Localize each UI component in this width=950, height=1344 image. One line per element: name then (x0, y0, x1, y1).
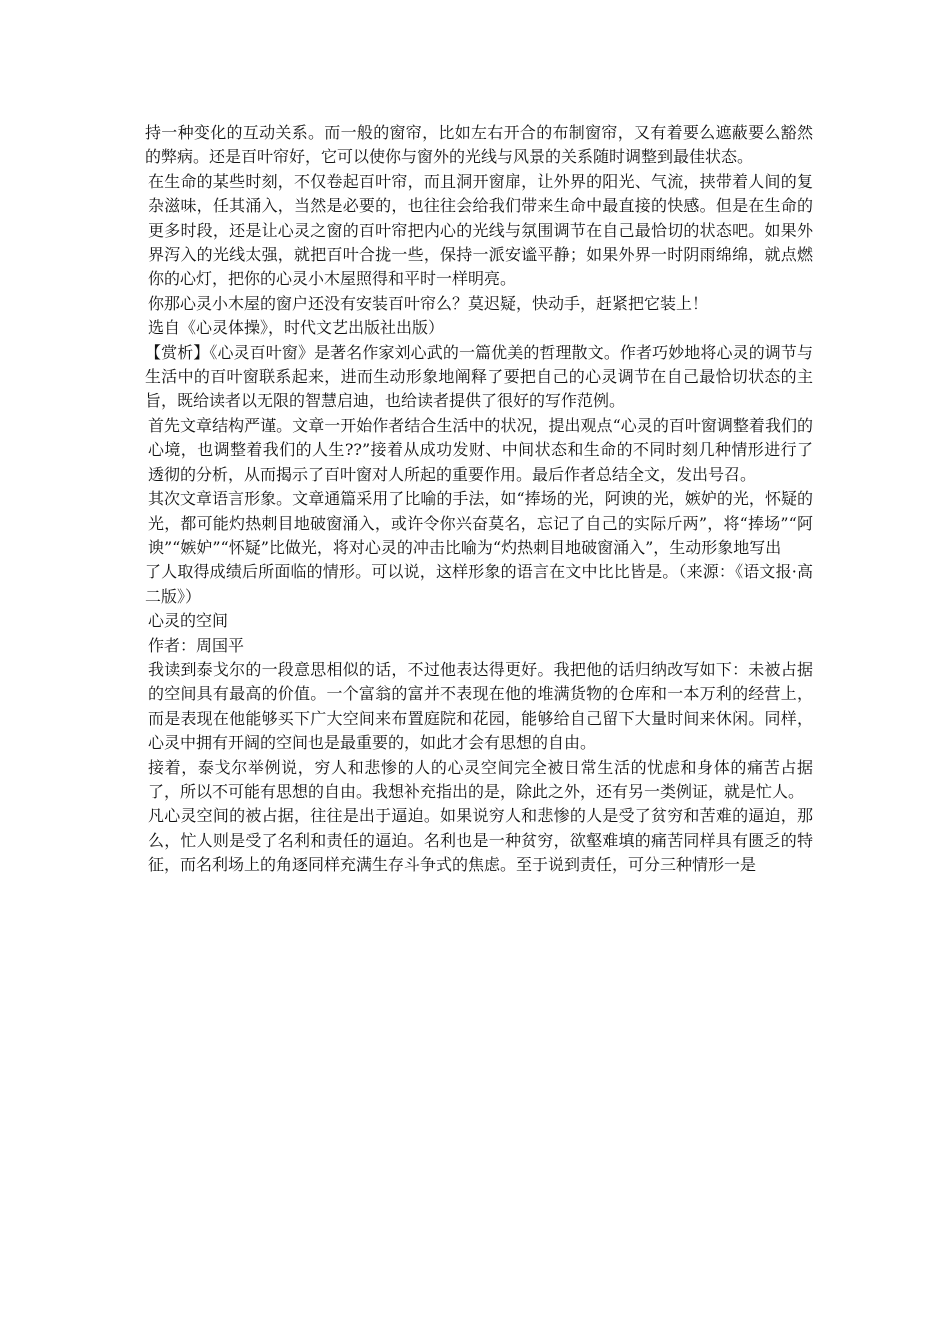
article-author: 作者：周国平 (148, 635, 245, 655)
paragraph-coercion: 凡心灵空间的被占据，往往是出于逼迫。如果说穷人和悲惨的人是受了贫穷和苦难的逼迫，那么，忙人则是受了名利和责任的逼迫。名利也是一种贫穷，欲壑难填的痛苦同样具有匮乏的特征，而名利场上的角逐同样充满生存斗争式的焦虑。至于说到责任，可分三种情形一是 (148, 806, 813, 875)
paragraph-structure: 首先文章结构严谨。文章一开始作者结合生活中的状况，提出观点“心灵的百叶窗调整着我们的心境，也调整着我们的人生??”接着从成功发财、中间状态和生命的不同时刻几种情形进行了透彻的分析，从而揭示了百叶窗对人所起的重要作用。最后作者总结全文，发出号召。 (148, 415, 813, 484)
paragraph-busy-people: 接着，泰戈尔举例说，穷人和悲惨的人的心灵空间完全被日常生活的忧虑和身体的痛苦占据了，所以不可能有思想的自由。我想补充指出的是，除此之外，还有另一类例证，就是忙人。 (148, 757, 813, 801)
article-title: 心灵的空间 (148, 611, 229, 631)
paragraph-2: 在生命的某些时刻，不仅卷起百叶帘，而且洞开窗扉，让外界的阳光、气流，挟带着人间的复杂滋味，任其涌入，当然是必要的，也往往会给我们带来生命中最直接的快感。但是在生命的更多时段，还是让心灵之窗的百叶帘把内心的光线与氛围调节在自己最恰切的状态吧。如果外界泻入的光线太强，就把百叶合拢一些，保持一派安谧平静；如果外界一时阴雨绵绵，就点燃你的心灯，把你的心灵小木屋照得和平时一样明亮。 (148, 171, 813, 289)
paragraph-language: 其次文章语言形象。文章通篇采用了比喻的手法，如“捧场的光，阿谀的光，嫉妒的光，怀疑的光，都可能灼热刺目地破窗涌入，或许令你兴奋莫名，忘记了自己的实际斤两”，将“捧场”“阿谀”“嫉妒”“怀疑”比做光，将对心灵的冲击比喻为“灼热刺目地破窗涌入”，生动形象地写出 (148, 489, 813, 557)
appreciation-paragraph: 【赏析】《心灵百叶窗》是著名作家刘心武的一篇优美的哲理散文。作者巧妙地将心灵的调节与生活中的百叶窗联系起来，进而生动形象地阐释了要把自己的心灵调节在自己最恰切状态的主旨，既给读者以无限的智慧启迪，也给读者提供了很好的写作范例。 (145, 342, 813, 411)
paragraph-tagore: 我读到泰戈尔的一段意思相似的话，不过他表达得更好。我把他的话归纳改写如下：未被占据的空间具有最高的价值。一个富翁的富并不表现在他的堆满货物的仓库和一本万利的经营上，而是表现在他能够买下广大空间来布置庭院和花园，能够给自己留下大量时间来休闲。同样，心灵中拥有开阔的空间也是最重要的，如此才会有思想的自由。 (148, 659, 813, 753)
source-note: 选自《心灵体操》，时代文艺出版社出版） (148, 318, 445, 338)
paragraph-language-continued: 了人取得成绩后所面临的情形。可以说，这样形象的语言在文中比比皆是。（来源：《语文报·高二版》） (145, 562, 813, 606)
paragraph-1: 持一种变化的互动关系。而一般的窗帘，比如左右开合的布制窗帘，又有着要么遮蔽要么豁然的弊病。还是百叶帘好，它可以使你与窗外的光线与风景的关系随时调整到最佳状态。 (145, 123, 813, 167)
document-body (145, 121, 813, 878)
paragraph-3: 你那心灵小木屋的窗户还没有安装百叶帘么？莫迟疑，快动手，赶紧把它装上！ (148, 293, 709, 313)
